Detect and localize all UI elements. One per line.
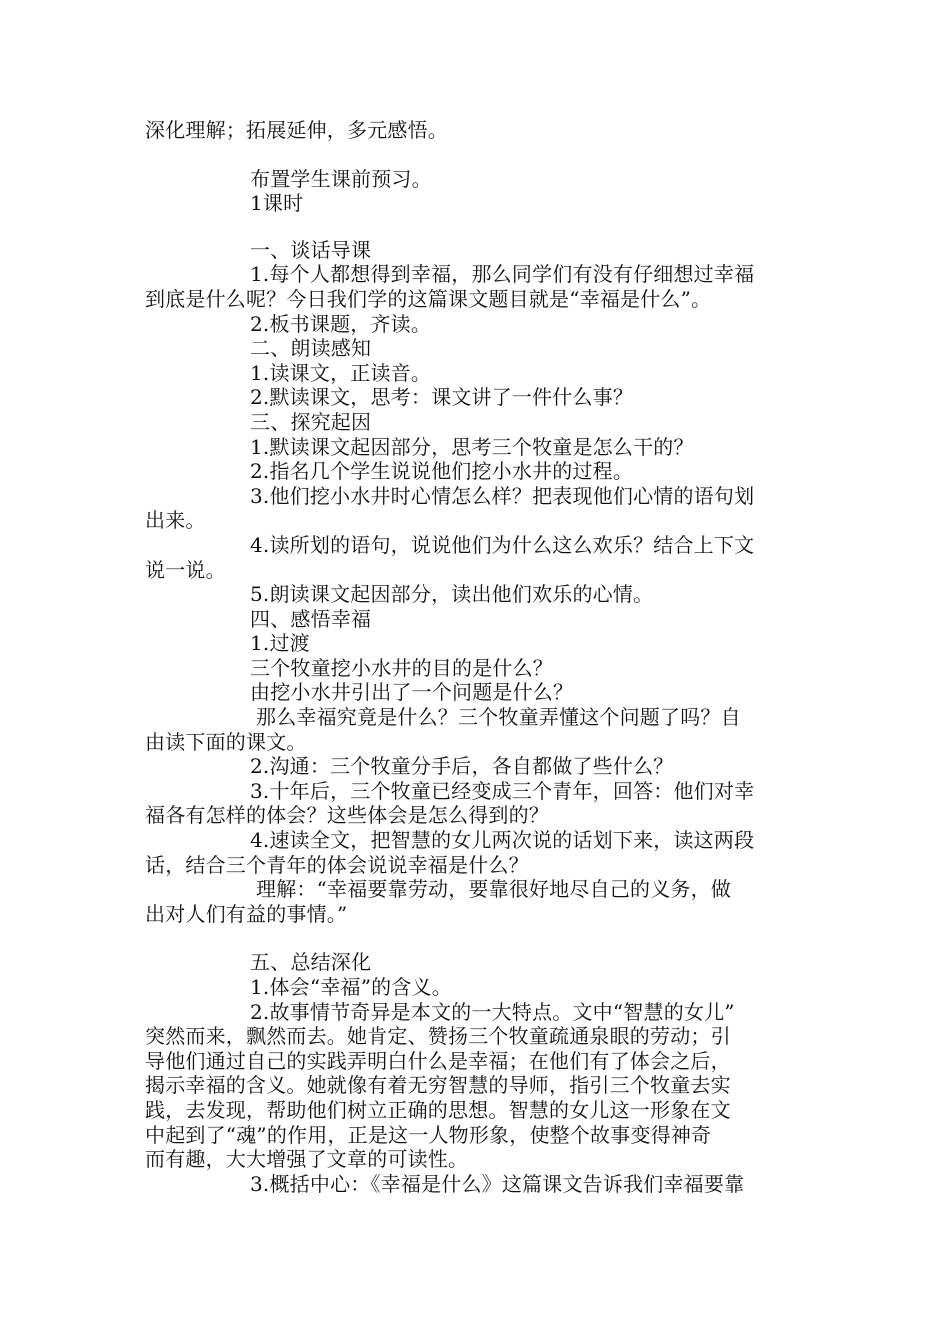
text-line: 2.指名几个学生说说他们挖小水井的过程。 — [250, 459, 634, 484]
text-line: 2.故事情节奇异是本文的一大特点。文中“智慧的女儿” — [250, 999, 735, 1024]
text-line: 4.读所划的语句，说说他们为什么这么欢乐？结合上下文 — [250, 532, 755, 557]
text-line: 出来。 — [145, 508, 206, 533]
section-heading-1: 一、谈话导课 — [250, 237, 372, 262]
section-heading-5: 五、总结深化 — [250, 950, 372, 975]
text-line: 3.十年后，三个牧童已经变成三个青年，回答：他们对幸 — [250, 778, 755, 803]
section-heading-3: 三、探究起因 — [250, 409, 372, 434]
text-line: 1.读课文，正读音。 — [250, 360, 432, 385]
text-line: 导他们通过自己的实践弄明白什么是幸福；在他们有了体会之后， — [145, 1048, 731, 1073]
text-line: 由挖小水井引出了一个问题是什么？ — [250, 680, 574, 705]
text-line: 2.默读课文，思考：课文讲了一件什么事？ — [250, 385, 634, 410]
text-line: 1.默读课文起因部分，思考三个牧童是怎么干的？ — [250, 434, 694, 459]
text-line: 4.速读全文，把智慧的女儿两次说的话划下来，读这两段 — [250, 828, 755, 853]
text-line: 5.朗读课文起因部分，读出他们欢乐的心情。 — [250, 582, 654, 607]
text-line: 揭示幸福的含义。她就像有着无穷智慧的导师，指引三个牧童去实 — [145, 1073, 731, 1098]
text-line: 福各有怎样的体会？这些体会是怎么得到的？ — [145, 803, 549, 828]
document-page — [145, 118, 807, 1196]
paragraph-class-hours: 1课时 — [250, 191, 304, 216]
text-line: 理解：“幸福要靠劳动，要靠很好地尽自己的义务，做 — [256, 877, 732, 902]
text-line: 话，结合三个青年的体会说说幸福是什么？ — [145, 852, 529, 877]
text-line: 2.板书课题，齐读。 — [250, 311, 432, 336]
text-line: 1.过渡 — [250, 631, 310, 656]
text-line: 3.他们挖小水井时心情怎么样？把表现他们心情的语句划 — [250, 483, 755, 508]
text-line: 2.沟通：三个牧童分手后，各自都做了些什么？ — [250, 754, 674, 779]
paragraph-teaching-method: 深化理解；拓展延伸，多元感悟。 — [145, 118, 448, 142]
text-line: 出对人们有益的事情。” — [145, 901, 348, 926]
text-line: 那么幸福究竟是什么？三个牧童弄懂这个问题了吗？自 — [256, 705, 741, 730]
text-line: 由读下面的课文。 — [145, 729, 307, 754]
text-line: 三个牧童挖小水井的目的是什么？ — [250, 655, 553, 680]
paragraph-preparation: 布置学生课前预习。 — [250, 166, 432, 191]
text-line: 践，去发现，帮助他们树立正确的思想。智慧的女儿这一形象在文 — [145, 1097, 731, 1122]
text-line: 突然而来，飘然而去。她肯定、赞扬三个牧童疏通泉眼的劳动；引 — [145, 1024, 731, 1049]
text-line: 说一说。 — [145, 557, 226, 582]
text-line: 3.概括中心：《幸福是什么》这篇课文告诉我们幸福要靠 — [250, 1171, 745, 1196]
text-line: 到底是什么呢？今日我们学的这篇课文题目就是“幸福是什么”。 — [145, 286, 712, 311]
text-line: 1.体会“幸福”的含义。 — [250, 975, 452, 999]
section-heading-2: 二、朗读感知 — [250, 336, 372, 361]
text-line: 1.每个人都想得到幸福，那么同学们有没有仔细想过幸福 — [250, 262, 755, 287]
text-line: 而有趣，大大增强了文章的可读性。 — [145, 1147, 469, 1172]
text-line: 中起到了“魂”的作用，正是这一人物形象，使整个故事变得神奇 — [145, 1122, 712, 1147]
section-heading-4: 四、感悟幸福 — [250, 606, 372, 631]
